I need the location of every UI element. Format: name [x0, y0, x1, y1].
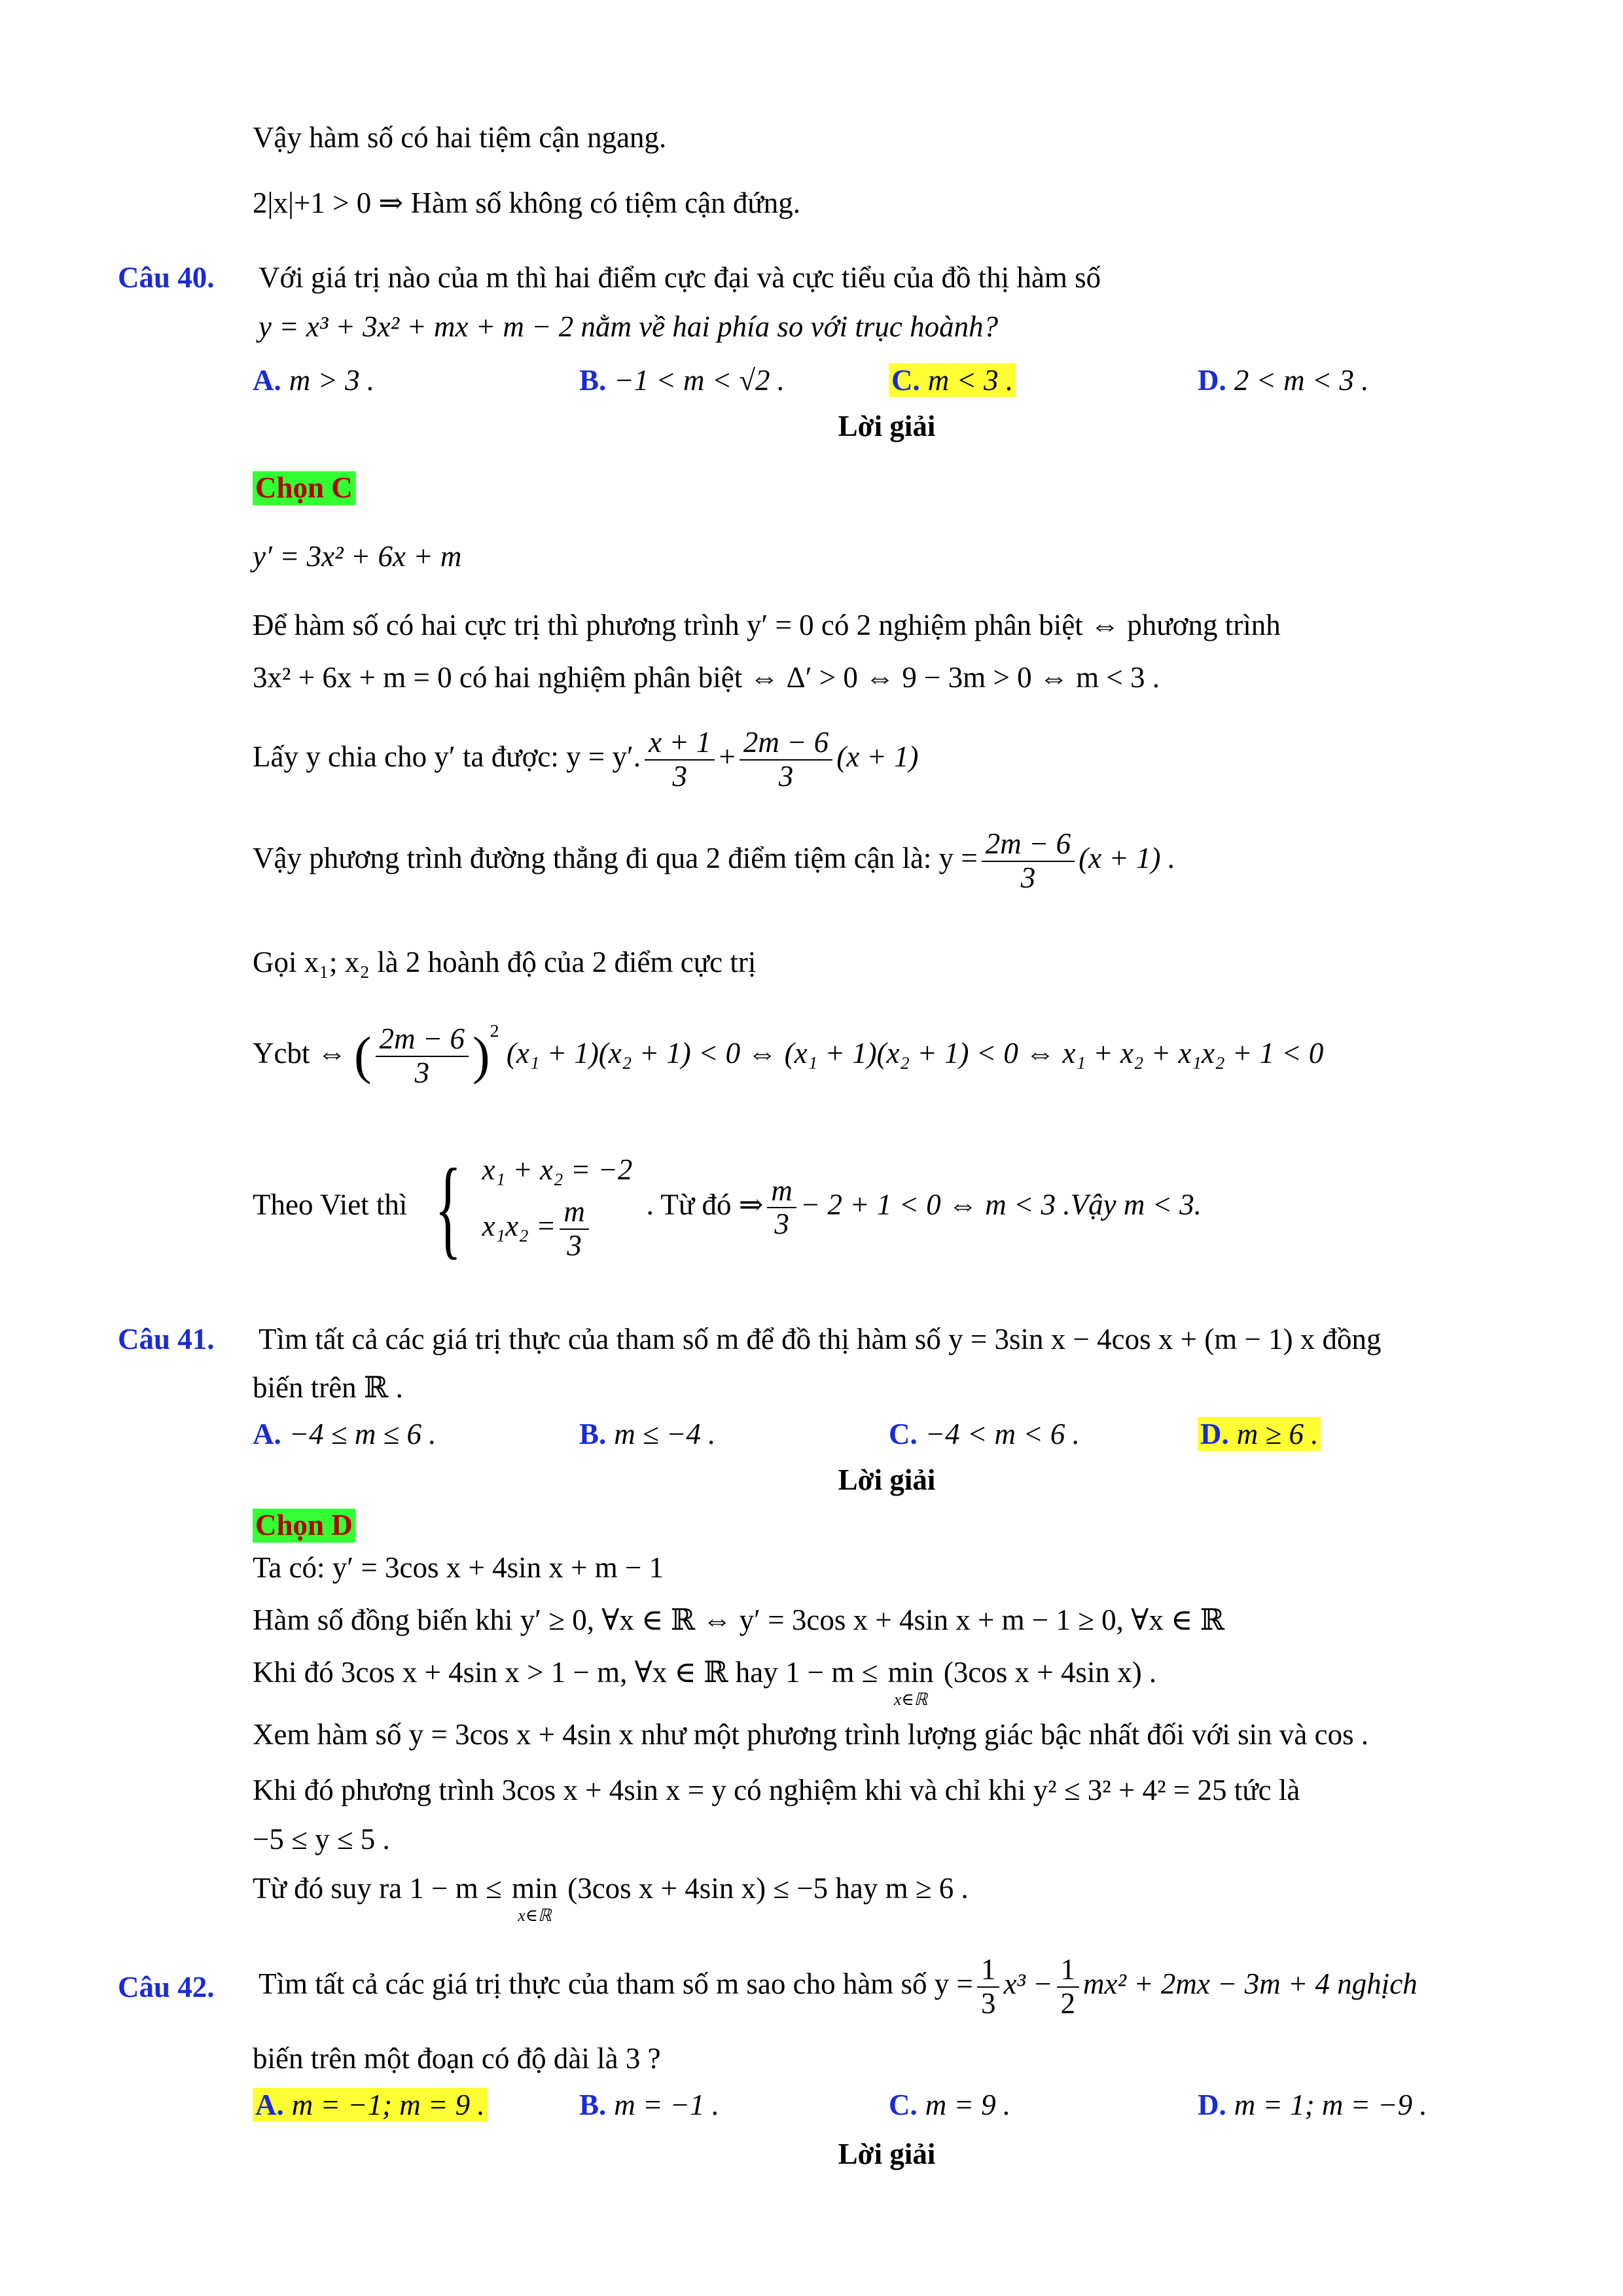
chosen-answer: Chọn D — [253, 1509, 355, 1543]
solution-line: Ycbt ⇔ ( $\frac{2m - 6}{3}$ )$^2$ (x₁ + 1)(x₂ + 1) < 0 ⇔ (x₁ + 1)(x₂ + 1) < 0 ⇔ x₁ + x₂ + x₁x₂ + 1 < 0 — [253, 1021, 1324, 1089]
question-text: biến trên một đoạn có độ dài là 3 ? — [253, 2042, 661, 2075]
solution-line: Từ đó suy ra 1 − m ≤ min x∈ℝ (3cos x + 4sin x) ≤ −5 hay m ≥ 6 . — [253, 1872, 969, 1925]
solution-line: Khi đó phương trình 3cos x + 4sin x = y có nghiệm khi và chỉ khi y² ≤ 3² + 4² = 25 tức là — [253, 1774, 1300, 1806]
solution-line: Gọi x₁; x₂ là 2 hoành độ của 2 điểm cực trị — [253, 946, 757, 978]
solution-line: Xem hàm số y = 3cos x + 4sin x như một phương trình lượng giác bậc nhất đối với sin và cos . — [253, 1718, 1369, 1751]
option-c-correct: C. m < 3 . — [889, 363, 1016, 397]
question-text: biến trên ℝ . — [253, 1371, 403, 1404]
solution-line: Ta có: y′ = 3cos x + 4sin x + m − 1 — [253, 1551, 664, 1584]
option-b: B. m = −1 . — [579, 2089, 719, 2121]
solution-line: Để hàm số có hai cực trị thì phương trình y′ = 0 có 2 nghiệm phân biệt ⇔ phương trình — [253, 609, 1281, 641]
question-label: Câu 41. — [118, 1323, 215, 1355]
solution-heading: Lời giải — [838, 2138, 936, 2170]
solution-line: 3x² + 6x + m = 0 có hai nghiệm phân biệt ⇔ Δ′ > 0 ⇔ 9 − 3m > 0 ⇔ m < 3 . — [253, 661, 1160, 694]
solution-line: −5 ≤ y ≤ 5 . — [253, 1823, 390, 1856]
solution-heading: Lời giải — [838, 410, 936, 442]
question-text: Tìm tất cả các giá trị thực của tham số m để đồ thị hàm số y = 3sin x − 4cos x + (m − 1) x đồng — [259, 1323, 1382, 1355]
option-d: D. m = 1; m = −9 . — [1198, 2089, 1427, 2121]
question-label: Câu 42. — [118, 1971, 215, 2003]
option-a: A. m > 3 . — [253, 364, 375, 397]
text-line: Vậy hàm số có hai tiệm cận ngang. — [253, 121, 667, 154]
solution-line: Theo Viet thì { x₁ + x₂ = −2 x₁x₂ = $\frac{m}{3}$ . Từ đó ⇒ $\frac{m}{3}$ − 2 + 1 < 0 ⇔ m < 3 .Vậy m < 3. — [253, 1146, 1202, 1269]
solution-line: y′ = 3x² + 6x + m — [253, 540, 462, 573]
option-c: C. m = 9 . — [889, 2089, 1011, 2121]
solution-heading: Lời giải — [838, 1463, 936, 1496]
option-c: C. −4 < m < 6 . — [889, 1418, 1080, 1450]
option-d-correct: D. m ≥ 6 . — [1198, 1417, 1321, 1451]
question-text: y = x³ + 3x² + mx + m − 2 nằm về hai phía so với trục hoành? — [259, 310, 999, 343]
option-a: A. −4 ≤ m ≤ 6 . — [253, 1418, 437, 1450]
option-b: B. m ≤ −4 . — [579, 1418, 716, 1450]
option-d: D. 2 < m < 3 . — [1198, 364, 1369, 397]
chosen-answer: Chọn C — [253, 471, 355, 505]
solution-line: Lấy y chia cho y′ ta được: y = y′. $\frac{x + 1}{3}$ + $\frac{2m - 6}{3}$ (x + 1) — [253, 726, 919, 793]
question-text: Tìm tất cả các giá trị thực của tham số m sao cho hàm số y = $\frac{1}{3}$ x³ − $\frac{1}{2}$ mx² + 2mx − 3m + 4 nghịch — [259, 1953, 1418, 2020]
option-b: B. −1 < m < √2 . — [579, 364, 785, 397]
text-line: 2|x|+1 > 0 ⇒ Hàm số không có tiệm cận đứng. — [253, 187, 801, 219]
solution-line: Hàm số đồng biến khi y′ ≥ 0, ∀x ∈ ℝ ⇔ y′ = 3cos x + 4sin x + m − 1 ≥ 0, ∀x ∈ ℝ — [253, 1604, 1225, 1636]
solution-line: Vậy phương trình đường thẳng đi qua 2 điểm tiệm cận là: y = $\frac{2m - 6}{3}$ (x + 1) . — [253, 827, 1175, 894]
solution-line: Khi đó 3cos x + 4sin x > 1 − m, ∀x ∈ ℝ hay 1 − m ≤ min x∈ℝ (3cos x + 4sin x) . — [253, 1656, 1157, 1709]
question-text: Với giá trị nào của m thì hai điểm cực đại và cực tiểu của đồ thị hàm số — [259, 261, 1101, 294]
question-label: Câu 40. — [118, 261, 215, 294]
option-a-correct: A. m = −1; m = 9 . — [253, 2088, 488, 2122]
